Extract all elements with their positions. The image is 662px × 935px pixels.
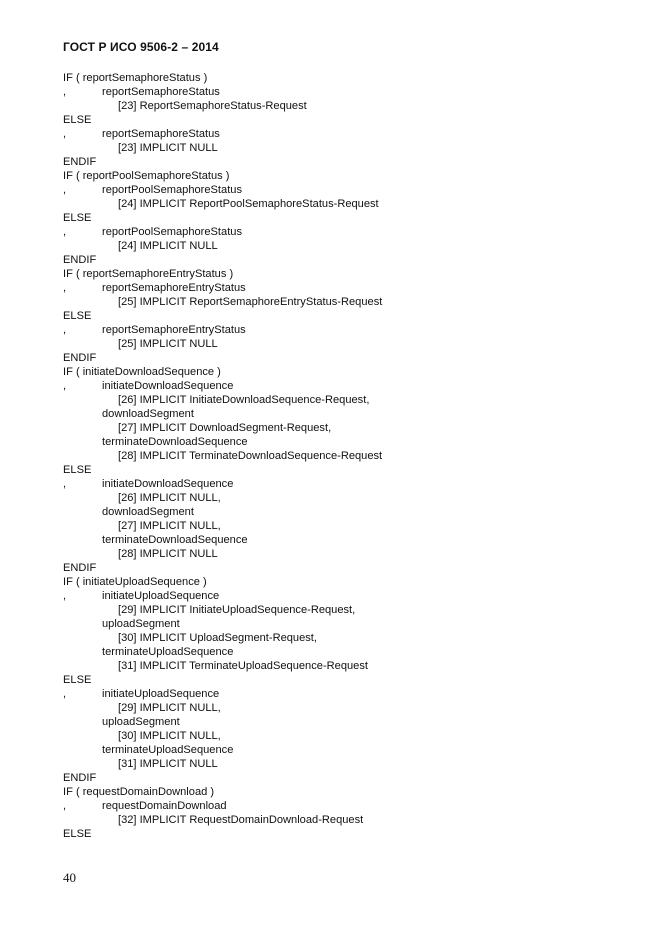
code-line [63, 519, 623, 533]
line-text: ENDIF [63, 254, 97, 266]
line-text: ENDIF [63, 562, 97, 574]
line-text: requestDomainDownload [102, 800, 227, 812]
line-comma: , [63, 590, 67, 602]
line-text: reportSemaphoreStatus [102, 128, 220, 140]
code-line [63, 799, 623, 813]
code-line [63, 491, 623, 505]
line-comma: , [63, 226, 67, 238]
line-text: IF ( initiateDownloadSequence ) [63, 366, 221, 378]
code-line [63, 407, 623, 421]
code-line [63, 71, 623, 85]
line-text: [30] IMPLICIT UploadSegment-Request, [118, 632, 317, 644]
line-text: [28] IMPLICIT NULL [118, 548, 218, 560]
line-text: [24] IMPLICIT ReportPoolSemaphoreStatus-Request [118, 198, 379, 210]
line-text: IF ( initiateUploadSequence ) [63, 576, 207, 588]
code-line [63, 547, 623, 561]
code-line [63, 645, 623, 659]
line-text: uploadSegment [102, 618, 180, 630]
line-comma: , [63, 688, 67, 700]
line-text: [31] IMPLICIT TerminateUploadSequence-Request [118, 660, 368, 672]
code-line [63, 589, 623, 603]
code-line [63, 701, 623, 715]
line-text: [27] IMPLICIT NULL, [118, 520, 221, 532]
line-comma: , [63, 282, 67, 294]
line-text: [23] ReportSemaphoreStatus-Request [118, 100, 307, 112]
code-line [63, 631, 623, 645]
code-line [63, 561, 623, 575]
code-line [63, 379, 623, 393]
code-line [63, 351, 623, 365]
code-line [63, 253, 623, 267]
code-line [63, 785, 623, 799]
line-text: IF ( requestDomainDownload ) [63, 786, 215, 798]
line-text: downloadSegment [102, 506, 194, 518]
line-text: IF ( reportSemaphoreEntryStatus ) [63, 268, 234, 280]
line-text: [25] IMPLICIT ReportSemaphoreEntryStatus-Request [118, 296, 383, 308]
line-text: [23] IMPLICIT NULL [118, 142, 218, 154]
code-line [63, 463, 623, 477]
line-text: [29] IMPLICIT NULL, [118, 702, 221, 714]
line-text: ENDIF [63, 156, 97, 168]
code-line [63, 771, 623, 785]
line-text: [32] IMPLICIT RequestDomainDownload-Request [118, 814, 364, 826]
code-line [63, 715, 623, 729]
line-comma: , [63, 184, 67, 196]
code-line [63, 505, 623, 519]
line-text: ELSE [63, 674, 92, 686]
code-line [63, 421, 623, 435]
line-text: [29] IMPLICIT InitiateUploadSequence-Request, [118, 604, 356, 616]
line-text: initiateDownloadSequence [102, 478, 234, 490]
line-text: ELSE [63, 828, 92, 840]
line-text: [25] IMPLICIT NULL [118, 338, 218, 350]
line-text: ELSE [63, 310, 92, 322]
code-line [63, 477, 623, 491]
line-comma: , [63, 478, 67, 490]
code-line [63, 239, 623, 253]
line-text: reportSemaphoreEntryStatus [102, 282, 246, 294]
code-line [63, 155, 623, 169]
document-header: ГОСТ Р ИСО 9506-2 – 2014 [63, 40, 219, 54]
code-line [63, 659, 623, 673]
code-line [63, 687, 623, 701]
line-text: ELSE [63, 212, 92, 224]
code-line [63, 827, 623, 841]
code-line [63, 393, 623, 407]
code-line [63, 729, 623, 743]
code-line [63, 449, 623, 463]
line-text: IF ( reportPoolSemaphoreStatus ) [63, 170, 230, 182]
code-line [63, 365, 623, 379]
line-text: reportPoolSemaphoreStatus [102, 226, 242, 238]
code-line [63, 211, 623, 225]
code-line [63, 141, 623, 155]
code-line [63, 757, 623, 771]
code-line [63, 309, 623, 323]
code-line [63, 435, 623, 449]
line-text: downloadSegment [102, 408, 194, 420]
code-line [63, 281, 623, 295]
line-text: initiateUploadSequence [102, 688, 220, 700]
line-text: terminateUploadSequence [102, 744, 234, 756]
line-text: terminateUploadSequence [102, 646, 234, 658]
asn1-code-block [63, 71, 623, 841]
line-text: terminateDownloadSequence [102, 534, 248, 546]
code-line [63, 295, 623, 309]
line-text: [26] IMPLICIT NULL, [118, 492, 221, 504]
code-line [63, 603, 623, 617]
code-line [63, 197, 623, 211]
line-text: reportPoolSemaphoreStatus [102, 184, 242, 196]
line-text: uploadSegment [102, 716, 180, 728]
code-line [63, 85, 623, 99]
code-line [63, 673, 623, 687]
line-text: IF ( reportSemaphoreStatus ) [63, 72, 208, 84]
code-line [63, 533, 623, 547]
line-text: [31] IMPLICIT NULL [118, 758, 218, 770]
line-text: ELSE [63, 464, 92, 476]
line-text: [30] IMPLICIT NULL, [118, 730, 221, 742]
code-line [63, 743, 623, 757]
code-line [63, 113, 623, 127]
line-text: [24] IMPLICIT NULL [118, 240, 218, 252]
code-line [63, 617, 623, 631]
line-text: [28] IMPLICIT TerminateDownloadSequence-Request [118, 450, 383, 462]
code-line [63, 575, 623, 589]
line-text: [26] IMPLICIT InitiateDownloadSequence-Request, [118, 394, 370, 406]
code-line [63, 323, 623, 337]
code-line [63, 813, 623, 827]
line-text: initiateUploadSequence [102, 590, 220, 602]
line-text: ENDIF [63, 352, 97, 364]
code-line [63, 183, 623, 197]
line-text: reportSemaphoreStatus [102, 86, 220, 98]
line-comma: , [63, 128, 67, 140]
code-line [63, 225, 623, 239]
code-line [63, 99, 623, 113]
line-text: ELSE [63, 114, 92, 126]
line-text: initiateDownloadSequence [102, 380, 234, 392]
page-number: 40 [63, 870, 76, 885]
line-text: terminateDownloadSequence [102, 436, 248, 448]
line-text: reportSemaphoreEntryStatus [102, 324, 246, 336]
line-text: ENDIF [63, 772, 97, 784]
code-line [63, 337, 623, 351]
line-comma: , [63, 380, 67, 392]
code-line [63, 169, 623, 183]
line-comma: , [63, 86, 67, 98]
line-comma: , [63, 800, 67, 812]
code-line [63, 127, 623, 141]
line-text: [27] IMPLICIT DownloadSegment-Request, [118, 422, 332, 434]
line-comma: , [63, 324, 67, 336]
code-line [63, 267, 623, 281]
